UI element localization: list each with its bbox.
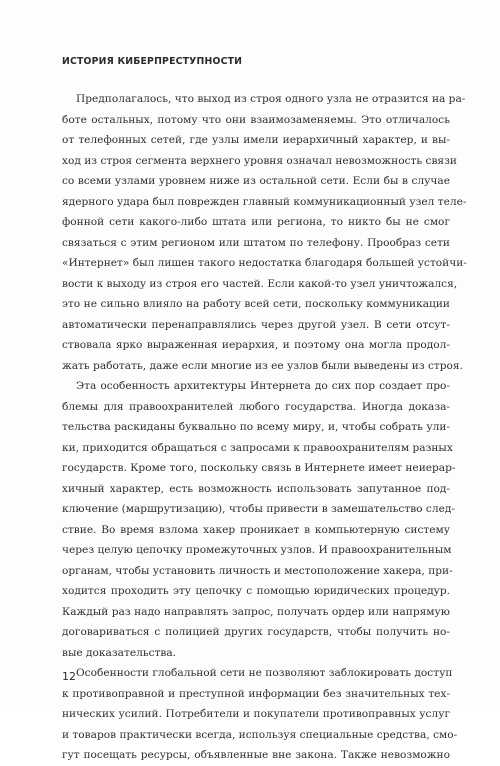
text-line: ключение (маршрутизацию), чтобы привести в замешательство след- — [62, 503, 455, 515]
text-line: органам, чтобы установить личность и местоположение хакера, при- — [62, 564, 453, 577]
text-line: Предполагалось, что выход из строя одного узла не отразится на ра- — [76, 93, 466, 105]
text-line: связаться с этим регионом или штатом по телефону. Прообраз сети — [62, 236, 450, 249]
text-line: Особенности глобальной сети не позволяют заблокировать доступ — [76, 667, 453, 679]
text-line: через целую цепочку промежуточных узлов. И правоохранительным — [62, 544, 452, 556]
text-line: от телефонных сетей, где узлы имели иерархичный характер, и вы- — [62, 134, 450, 146]
text-line: договариваться с полицией других государств, чтобы получить но- — [62, 626, 450, 638]
body-text — [62, 89, 467, 766]
text-line: вые доказательства. — [62, 646, 177, 659]
text-line: ствие. Во время взлома хакер проникает в компьютерную систему — [62, 523, 450, 536]
text-line: ход из строя сегмента верхнего уровня означал невозможность связи — [62, 154, 457, 167]
text-line: автоматически перенаправлялись через другой узел. В сети отсут- — [62, 318, 450, 331]
text-line: ходится проходить эту цепочку с помощью юридических процедур. — [62, 585, 450, 597]
text-line: хичный характер, есть возможность использовать запутанное под- — [62, 482, 450, 495]
text-line: «Интернет» был лишен такого недостатка благодаря большей устойчи- — [62, 257, 467, 269]
text-line: ядерного удара был поврежден главный коммуникационный узел теле- — [62, 195, 467, 208]
text-line: к противоправной и преступной информации без значительных тех- — [62, 687, 450, 700]
text-line: ствовала ярко выраженная иерархия, и поэтому она могла продол- — [62, 339, 450, 351]
text-line: фонной сети какого-либо штата или региона, то никто бы не смог — [62, 216, 450, 228]
text-line: боте остальных, потому что они взаимозаменяемы. Это отличалось — [62, 113, 450, 126]
text-line: блемы для правоохранителей любого государства. Иногда доказа- — [62, 400, 450, 413]
text-line: тельства раскиданы буквально по всему миру, и, чтобы собрать ули- — [62, 421, 450, 433]
text-line: нических усилий. Потребители и покупатели противоправных услуг — [62, 708, 450, 720]
text-line: вости к выходу из строя его частей. Если какой-то узел уничтожался, — [62, 277, 458, 290]
text-line: и товаров практически всегда, используя специальные средства, смо- — [62, 728, 458, 741]
text-line: государств. Кроме того, поскольку связь в Интернете имеет неиерар- — [62, 462, 456, 474]
text-line: Каждый раз надо направлять запрос, получать ордер или напрямую — [62, 605, 450, 618]
text-line: гут посещать ресурсы, объявленные вне закона. Также невозможно — [62, 749, 450, 761]
text-line: со всеми узлами уровнем ниже из остальной сети. Если бы в случае — [62, 175, 450, 187]
text-line: ки, приходится обращаться с запросами к правоохранителям разных — [62, 441, 453, 454]
running-header: ИСТОРИЯ КИБЕРПРЕСТУПНОСТИ — [62, 56, 243, 67]
text-line: это не сильно влияло на работу всей сети, поскольку коммуникации — [62, 298, 450, 310]
text-line: жать работать, даже если многие из ее узлов были выведены из строя. — [62, 359, 463, 372]
page-number: 12 — [62, 670, 76, 683]
text-line: Эта особенность архитектуры Интернета до сих пор создает про- — [76, 380, 450, 392]
